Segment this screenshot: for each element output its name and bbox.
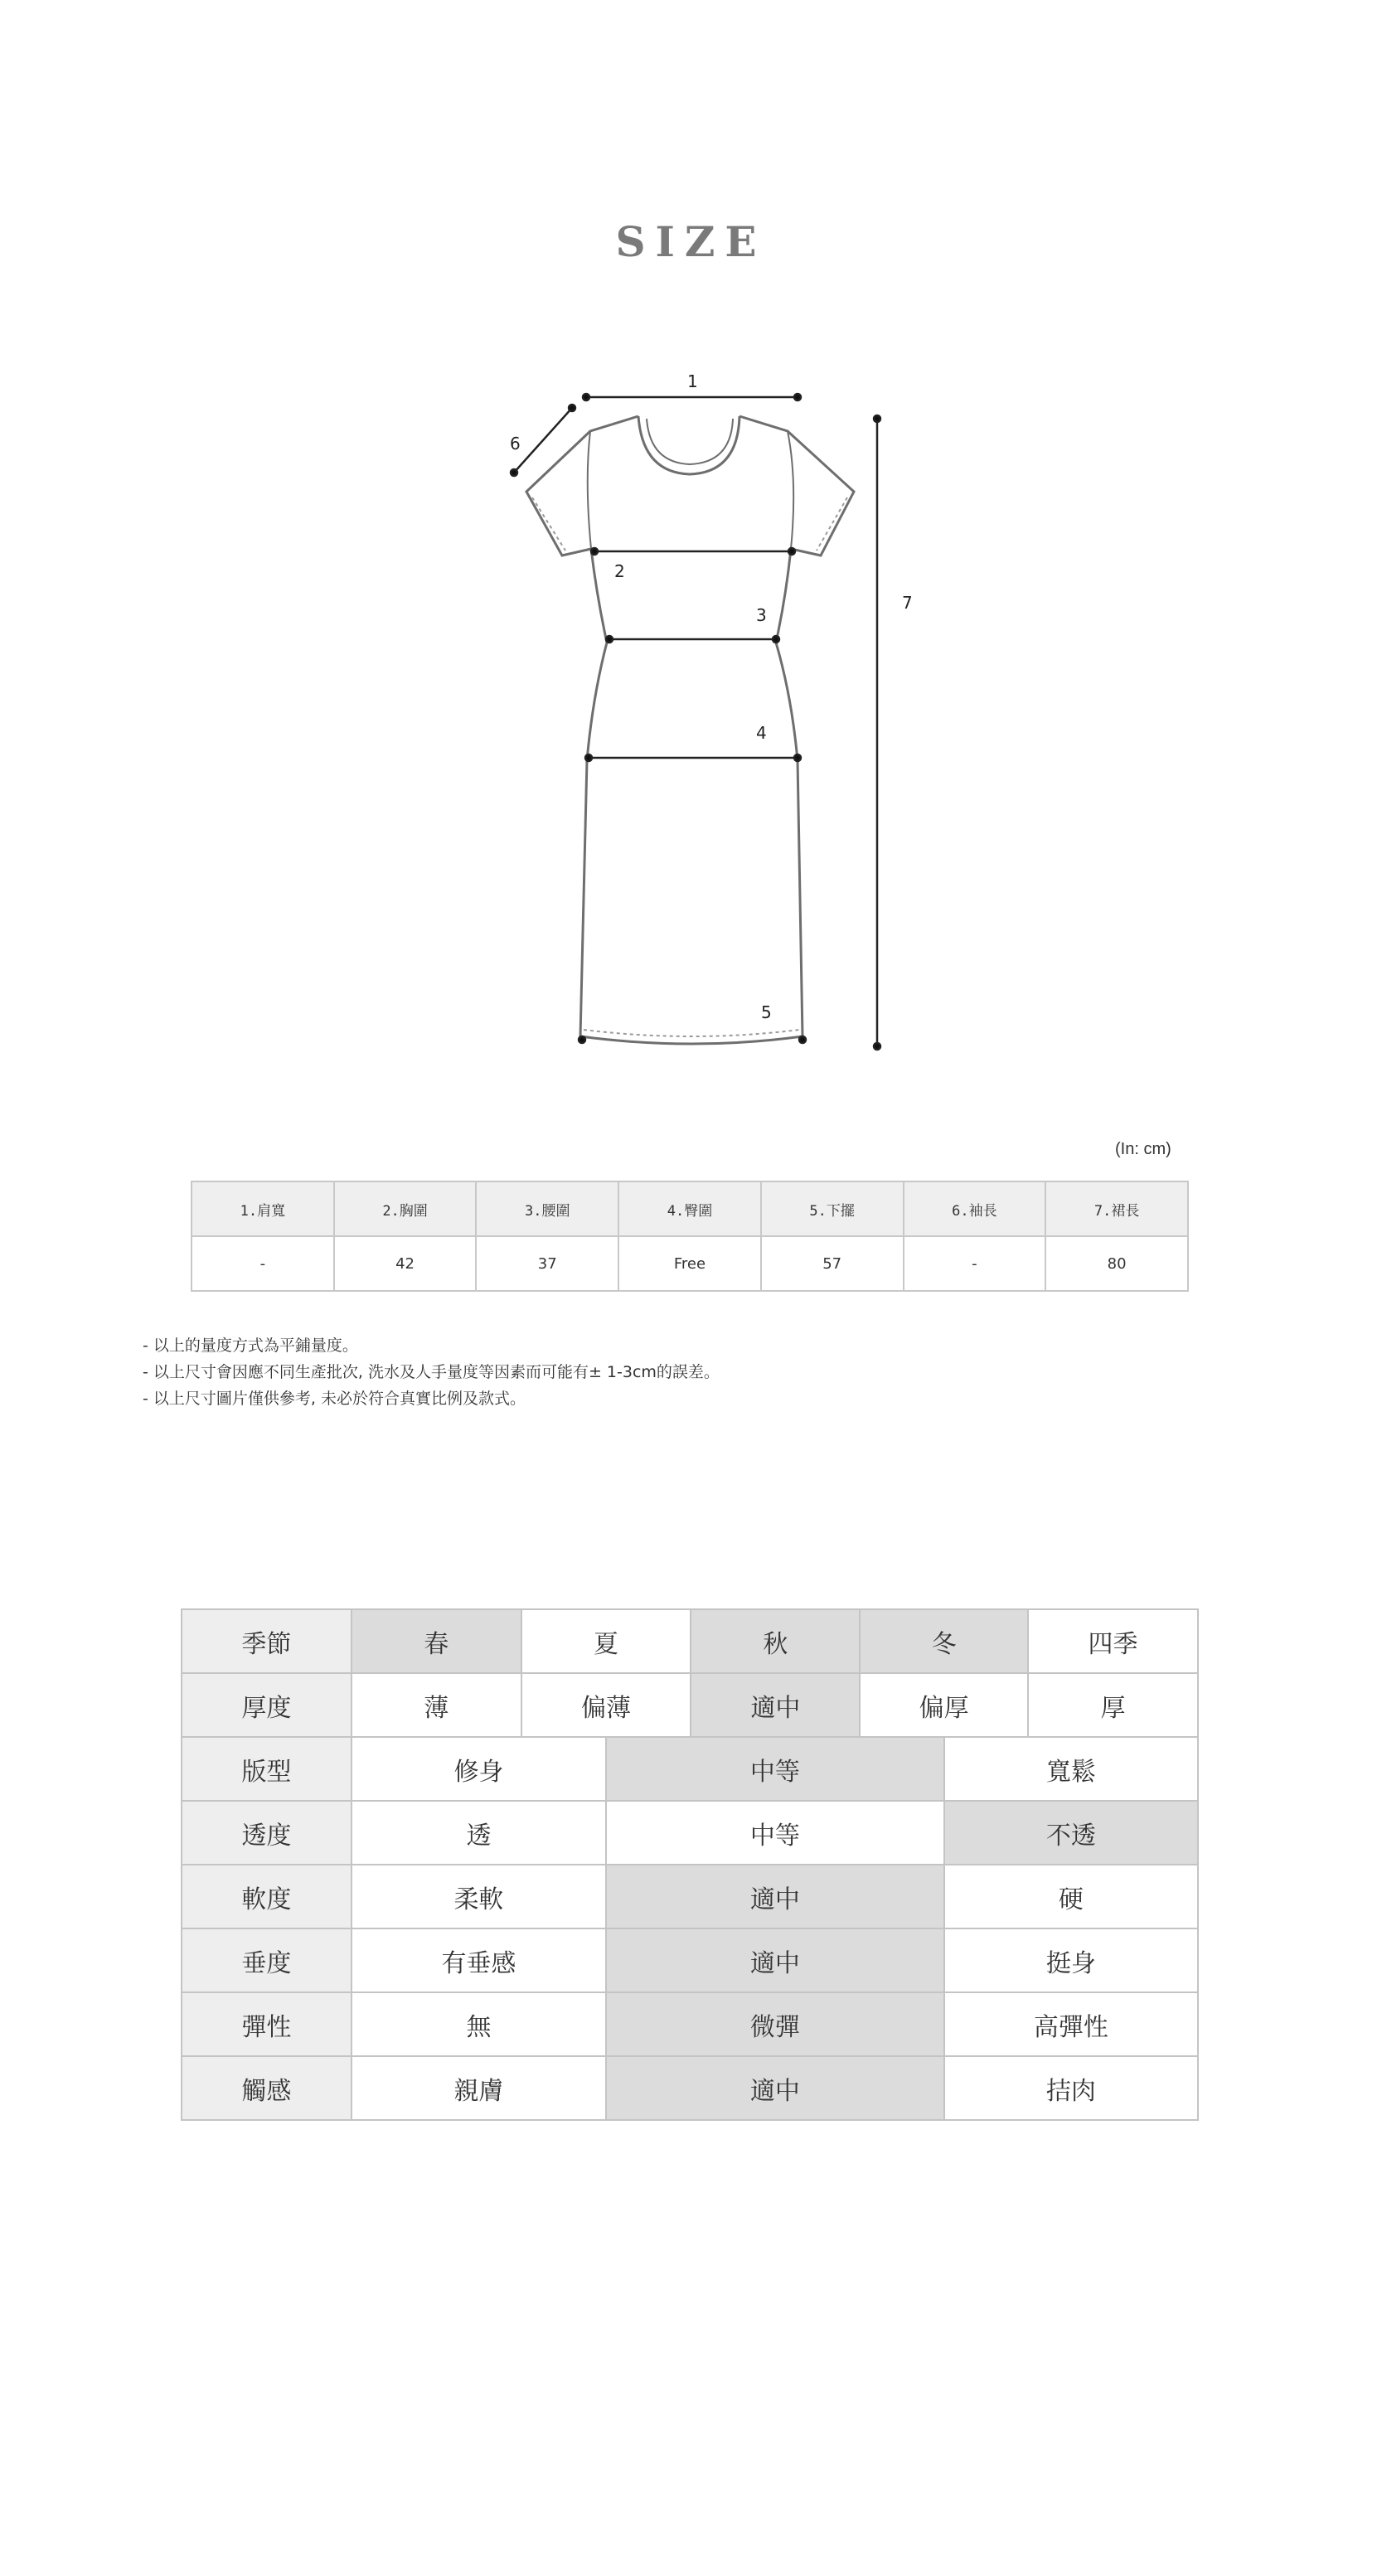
attr-option: 夏 [521, 1609, 691, 1673]
unit-label: (In: cm) [1115, 1140, 1171, 1158]
size-value: 57 [761, 1236, 904, 1291]
attr-row-softness [182, 1865, 1198, 1928]
attr-row-thickness [182, 1673, 1198, 1737]
attr-option: 適中 [606, 1928, 944, 1992]
attr-option: 柔軟 [352, 1865, 606, 1928]
size-header: 2.胸圍 [334, 1181, 477, 1236]
attr-option: 中等 [606, 1801, 944, 1865]
attr-row-fit [182, 1737, 1198, 1801]
size-header: 3.腰圍 [476, 1181, 618, 1236]
measure-point [569, 405, 575, 411]
size-value: - [192, 1236, 334, 1291]
label-6: 6 [510, 434, 521, 454]
attr-label: 垂度 [182, 1928, 352, 1992]
attr-option: 適中 [691, 1673, 860, 1737]
measure-point [773, 636, 779, 643]
attr-option: 透 [352, 1801, 606, 1865]
attr-row-elasticity [182, 1992, 1198, 2056]
measure-point [583, 394, 589, 400]
attr-option: 有垂感 [352, 1928, 606, 1992]
attr-option: 適中 [606, 1865, 944, 1928]
measure-point [606, 636, 613, 643]
page-title: SIZE [615, 217, 767, 266]
attr-option: 親膚 [352, 2056, 606, 2120]
label-7: 7 [902, 593, 913, 613]
measure-point [585, 754, 592, 761]
attr-label: 透度 [182, 1801, 352, 1865]
attr-option: 厚 [1028, 1673, 1198, 1737]
label-1: 1 [687, 371, 698, 391]
size-value: 80 [1045, 1236, 1188, 1291]
label-5: 5 [761, 1002, 772, 1022]
attr-label: 季節 [182, 1609, 352, 1673]
attr-option: 適中 [606, 2056, 944, 2120]
measure-point [794, 754, 801, 761]
attr-option: 微彈 [606, 1992, 944, 2056]
size-value: 37 [476, 1236, 618, 1291]
attr-option: 偏厚 [860, 1673, 1028, 1737]
attr-option: 中等 [606, 1737, 944, 1801]
size-header: 4.臀圍 [618, 1181, 761, 1236]
attr-label: 版型 [182, 1737, 352, 1801]
attr-option: 無 [352, 1992, 606, 2056]
size-value: Free [618, 1236, 761, 1291]
label-4: 4 [756, 723, 767, 743]
size-header: 1.肩寬 [192, 1181, 334, 1236]
attr-option: 高彈性 [944, 1992, 1198, 2056]
attr-label: 彈性 [182, 1992, 352, 2056]
measure-point [799, 1036, 806, 1043]
size-header: 7.裙長 [1045, 1181, 1188, 1236]
attr-row-sheerness [182, 1801, 1198, 1865]
size-table [191, 1181, 1189, 1292]
attr-option: 修身 [352, 1737, 606, 1801]
label-2: 2 [614, 561, 625, 581]
attr-option: 薄 [352, 1673, 521, 1737]
attr-row-season [182, 1609, 1198, 1673]
attr-option: 偏薄 [521, 1673, 691, 1737]
measure-point [794, 394, 801, 400]
attr-row-drape [182, 1928, 1198, 1992]
attr-label: 厚度 [182, 1673, 352, 1737]
note-line: - 以上尺寸會因應不同生產批次, 洗水及人手量度等因素而可能有± 1-3cm的誤差。 [143, 1363, 720, 1381]
attr-label: 軟度 [182, 1865, 352, 1928]
size-value: 42 [334, 1236, 477, 1291]
measure-point [788, 548, 795, 555]
notes [143, 1332, 720, 1412]
size-value: - [904, 1236, 1046, 1291]
attr-option: 不透 [944, 1801, 1198, 1865]
attr-option: 秋 [691, 1609, 860, 1673]
measure-point [511, 469, 517, 476]
attr-option: 挺身 [944, 1928, 1198, 1992]
size-header: 5.下擺 [761, 1181, 904, 1236]
attr-row-texture [182, 2056, 1198, 2120]
measure-point [874, 415, 880, 422]
attr-label: 觸感 [182, 2056, 352, 2120]
dress-outline [526, 416, 854, 1044]
attr-option: 春 [352, 1609, 521, 1673]
note-line: - 以上的量度方式為平鋪量度。 [143, 1337, 358, 1355]
note-line: - 以上尺寸圖片僅供參考, 未必於符合真實比例及款式。 [143, 1390, 526, 1408]
attr-option: 硬 [944, 1865, 1198, 1928]
size-header: 6.袖長 [904, 1181, 1046, 1236]
attr-option: 四季 [1028, 1609, 1198, 1673]
measure-point [579, 1036, 585, 1043]
fabric-attribute-table [181, 1608, 1199, 2121]
dress-measurement-diagram [0, 348, 1382, 1078]
label-3: 3 [756, 605, 767, 625]
attr-option: 冬 [860, 1609, 1028, 1673]
attr-option: 寬鬆 [944, 1737, 1198, 1801]
measure-point [591, 548, 598, 555]
measure-point [874, 1043, 880, 1050]
attr-option: 拮肉 [944, 2056, 1198, 2120]
